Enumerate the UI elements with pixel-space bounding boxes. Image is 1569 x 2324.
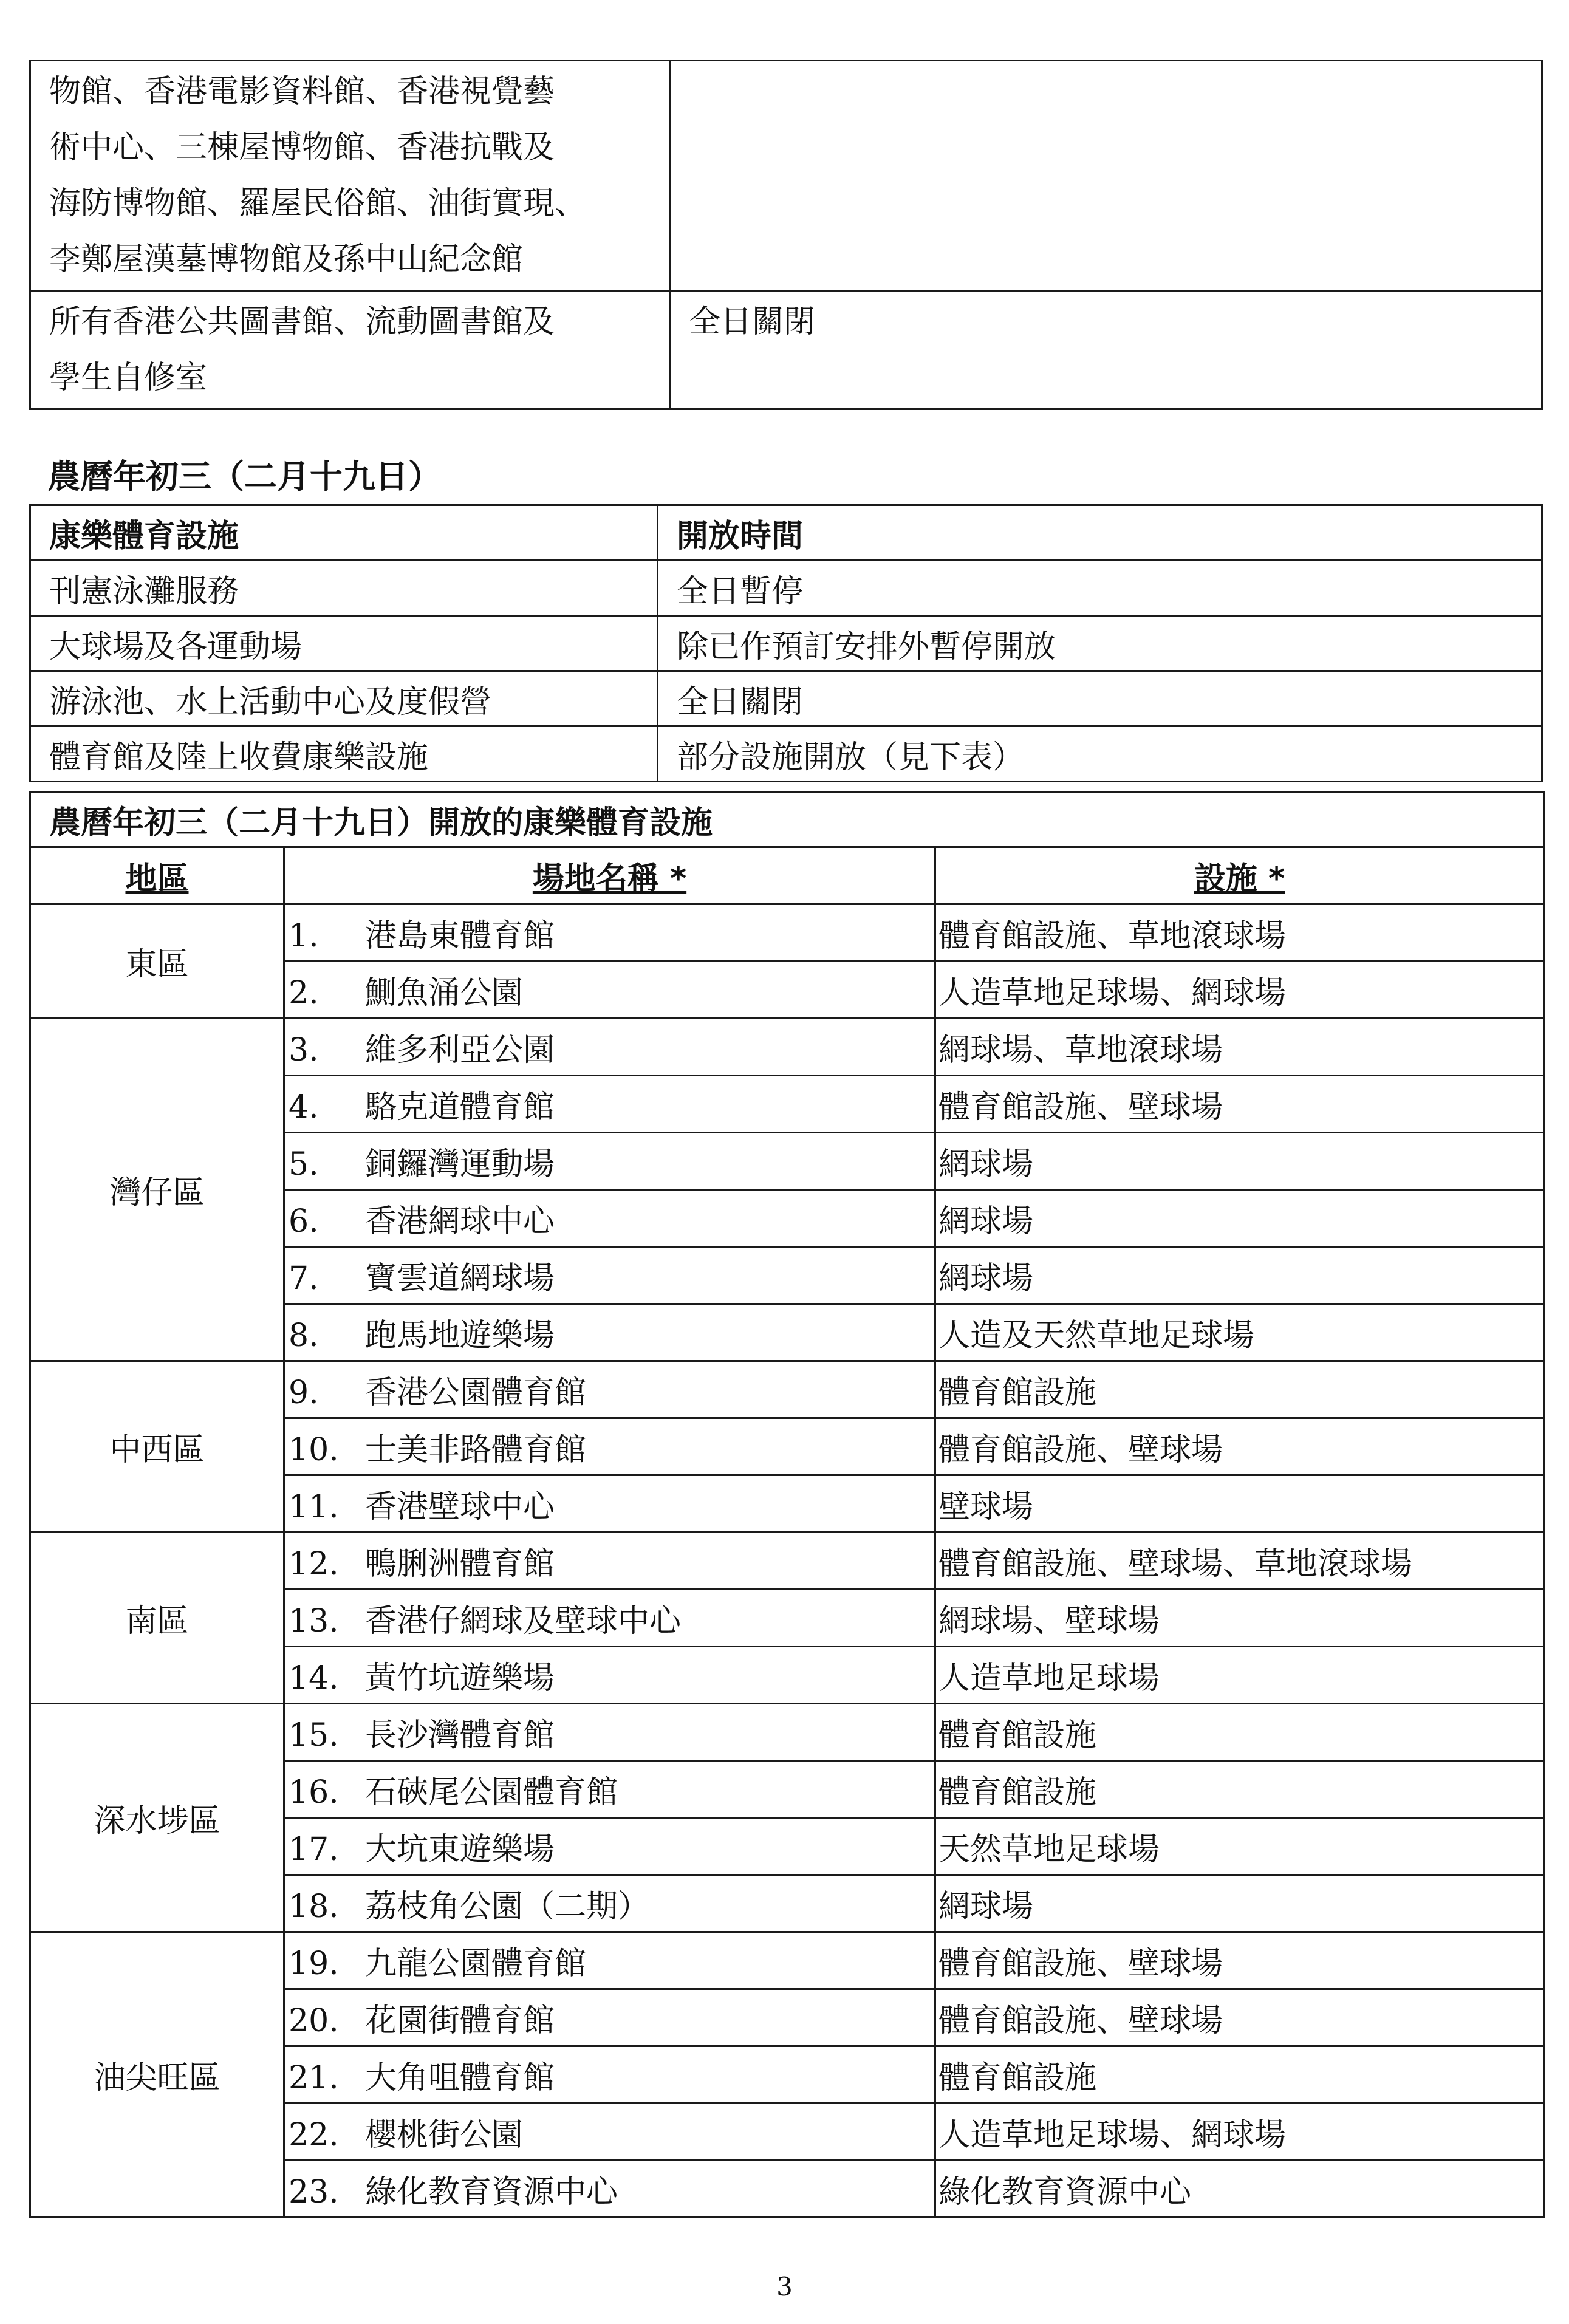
venue-name: 櫻桃街公園: [365, 2117, 524, 2153]
facilities-cell: 體育館設施: [935, 1761, 1544, 1818]
table-row: [30, 1533, 1544, 1590]
venue-number: 23.: [289, 2174, 339, 2210]
column-header: 開放時間: [658, 505, 1542, 561]
venue-number: 18.: [289, 1888, 339, 1925]
venue-cell: [284, 1533, 935, 1590]
venue-number: 6.: [289, 1203, 319, 1240]
venue-name: 香港壁球中心: [365, 1489, 555, 1525]
venue-number: 21.: [289, 2060, 339, 2096]
venue-cell: [284, 2104, 935, 2161]
venue-name: 香港仔網球及壁球中心: [365, 1603, 682, 1639]
district-cell: 深水埗區: [30, 1704, 284, 1932]
venue-cell: [284, 2161, 935, 2218]
facility-type: 大球場及各運動場: [30, 616, 658, 671]
venue-name: 鰂魚涌公園: [365, 975, 524, 1011]
opening-hours: 部分設施開放（見下表）: [658, 726, 1542, 782]
cell-line: 所有香港公共圖書館、流動圖書館及: [49, 304, 555, 340]
venue-number: 1.: [289, 918, 319, 954]
venue-name: 銅鑼灣運動場: [365, 1146, 555, 1183]
venue-number: 14.: [289, 1660, 339, 1697]
venue-number: 3.: [289, 1032, 319, 1068]
district-cell: 南區: [30, 1533, 284, 1704]
facilities-title-row: [30, 792, 1544, 847]
facility-type: 刊憲泳灘服務: [30, 561, 658, 616]
venue-number: 12.: [289, 1546, 339, 1582]
venue-number: 5.: [289, 1146, 319, 1183]
venue-number: 9.: [289, 1375, 319, 1411]
cell-line: 物館、香港電影資料館、香港視覺藝: [49, 73, 555, 110]
venue-cell: [284, 1875, 935, 1932]
facilities-cell: 體育館設施: [935, 1361, 1544, 1418]
facilities-cell: 網球場: [935, 1190, 1544, 1247]
venue-cell: [284, 2046, 935, 2104]
venue-name: 黃竹坑遊樂場: [365, 1660, 555, 1697]
facilities-cell: 壁球場: [935, 1475, 1544, 1533]
cell-line: 李鄭屋漢墓博物館及孫中山紀念館: [49, 241, 524, 278]
venue-cell: [284, 1247, 935, 1304]
venue-number: 2.: [289, 975, 319, 1011]
venue-number: 11.: [289, 1489, 339, 1525]
venue-name: 跑馬地遊樂場: [365, 1318, 555, 1354]
venue-name: 大坑東遊樂場: [365, 1831, 555, 1868]
venue-cell: [284, 1989, 935, 2046]
venue-name: 大角咀體育館: [365, 2060, 555, 2096]
venue-name: 香港網球中心: [365, 1203, 555, 1240]
venue-number: 13.: [289, 1603, 339, 1639]
table-row: [30, 1704, 1544, 1761]
facilities-cell: 人造草地足球場、網球場: [935, 2104, 1544, 2161]
column-header-facilities: 設施 *: [935, 847, 1544, 904]
venue-cell: [284, 1418, 935, 1475]
cell-line: 海防博物館、羅屋民俗館、油街實現、: [49, 185, 587, 222]
facilities-cell: 人造草地足球場、網球場: [935, 962, 1544, 1019]
venue-name: 石硤尾公園體育館: [365, 1774, 618, 1811]
venue-cell: [284, 1818, 935, 1875]
facilities-cell: 網球場: [935, 1247, 1544, 1304]
facilities-cell: 網球場: [935, 1875, 1544, 1932]
table-row: [30, 1932, 1544, 1989]
venue-cell: [284, 1190, 935, 1247]
venue-name: 長沙灣體育館: [365, 1717, 555, 1754]
column-header: 康樂體育設施: [30, 505, 658, 561]
venue-cell: [284, 1932, 935, 1989]
venue-number: 4.: [289, 1089, 319, 1126]
venue-cell: [284, 904, 935, 962]
library-list-cell: [30, 291, 670, 409]
summary-header-row: [30, 505, 1542, 561]
facilities-cell: 人造草地足球場: [935, 1647, 1544, 1704]
table-row: [30, 291, 1542, 409]
venue-number: 16.: [289, 1774, 339, 1811]
facility-type: 體育館及陸上收費康樂設施: [30, 726, 658, 782]
venue-cell: [284, 1590, 935, 1647]
facility-type: 游泳池、水上活動中心及度假營: [30, 671, 658, 726]
facilities-cell: 網球場、壁球場: [935, 1590, 1544, 1647]
venue-name: 寶雲道網球場: [365, 1260, 555, 1297]
summary-table: [29, 504, 1543, 782]
facilities-cell: 天然草地足球場: [935, 1818, 1544, 1875]
table-row: [30, 1361, 1544, 1418]
facilities-cell: 人造及天然草地足球場: [935, 1304, 1544, 1361]
library-hours-cell: 全日關閉: [670, 291, 1542, 409]
venue-cell: [284, 1761, 935, 1818]
venue-name: 香港公園體育館: [365, 1375, 587, 1411]
opening-hours: 除已作預訂安排外暫停開放: [658, 616, 1542, 671]
venue-name: 花園街體育館: [365, 2003, 555, 2039]
cell-line: 術中心、三棟屋博物館、香港抗戰及: [49, 129, 555, 166]
table-row: [30, 671, 1542, 726]
venue-cell: [284, 1361, 935, 1418]
cell-line: 學生自修室: [49, 360, 208, 396]
facilities-cell: 體育館設施: [935, 2046, 1544, 2104]
facilities-cell: 體育館設施、壁球場: [935, 1418, 1544, 1475]
facilities-cell: 體育館設施、壁球場: [935, 1989, 1544, 2046]
venue-cell: [284, 1133, 935, 1190]
facilities-cell: 網球場、草地滾球場: [935, 1019, 1544, 1076]
venue-number: 15.: [289, 1717, 339, 1754]
opening-hours: 全日暫停: [658, 561, 1542, 616]
venue-number: 20.: [289, 2003, 339, 2039]
facilities-header-row: [30, 847, 1544, 904]
column-header-district: 地區: [30, 847, 284, 904]
venue-cell: [284, 1304, 935, 1361]
facilities-cell: 體育館設施、草地滾球場: [935, 904, 1544, 962]
venue-number: 17.: [289, 1831, 339, 1868]
facilities-table-body: [30, 792, 1544, 2218]
facilities-cell: 體育館設施、壁球場: [935, 1076, 1544, 1133]
facilities-cell: 綠化教育資源中心: [935, 2161, 1544, 2218]
venue-cell: [284, 962, 935, 1019]
opening-hours: 全日關閉: [658, 671, 1542, 726]
venue-name: 駱克道體育館: [365, 1089, 555, 1126]
venue-number: 19.: [289, 1946, 339, 1982]
venue-name: 綠化教育資源中心: [365, 2174, 618, 2210]
facilities-cell: 體育館設施: [935, 1704, 1544, 1761]
venue-name: 港島東體育館: [365, 918, 555, 954]
venue-name: 士美非路體育館: [365, 1432, 587, 1468]
district-cell: 油尖旺區: [30, 1932, 284, 2218]
venue-name: 荔枝角公園（二期）: [365, 1888, 650, 1925]
facilities-table: [29, 791, 1545, 2218]
table-row: [30, 616, 1542, 671]
venue-cell: [284, 1704, 935, 1761]
venue-name: 維多利亞公園: [365, 1032, 555, 1068]
continuation-table: [29, 60, 1543, 410]
section-heading: 農曆年初三（二月十九日）: [47, 457, 441, 496]
facilities-cell: 網球場: [935, 1133, 1544, 1190]
table-row: [30, 61, 1542, 291]
table-row: [30, 561, 1542, 616]
venue-name: 九龍公園體育館: [365, 1946, 587, 1982]
district-cell: 東區: [30, 904, 284, 1019]
venue-number: 7.: [289, 1260, 319, 1297]
venue-cell: [284, 1076, 935, 1133]
table-row: [30, 726, 1542, 782]
museum-hours-cell: [670, 61, 1542, 291]
table-row: [30, 904, 1544, 962]
venue-number: 22.: [289, 2117, 339, 2153]
venue-cell: [284, 1475, 935, 1533]
venue-cell: [284, 1019, 935, 1076]
facilities-cell: 體育館設施、壁球場: [935, 1932, 1544, 1989]
facilities-title: 農曆年初三（二月十九日）開放的康樂體育設施: [30, 792, 1544, 847]
district-cell: 中西區: [30, 1361, 284, 1533]
district-cell: 灣仔區: [30, 1019, 284, 1361]
museum-list-cell: [30, 61, 670, 291]
venue-cell: [284, 1647, 935, 1704]
venue-name: 鴨脷洲體育館: [365, 1546, 555, 1582]
column-header-venue: 場地名稱 *: [284, 847, 935, 904]
venue-number: 8.: [289, 1318, 319, 1354]
page-number: 3: [776, 2272, 793, 2302]
facilities-cell: 體育館設施、壁球場、草地滾球場: [935, 1533, 1544, 1590]
table-row: [30, 1019, 1544, 1076]
venue-number: 10.: [289, 1432, 339, 1468]
